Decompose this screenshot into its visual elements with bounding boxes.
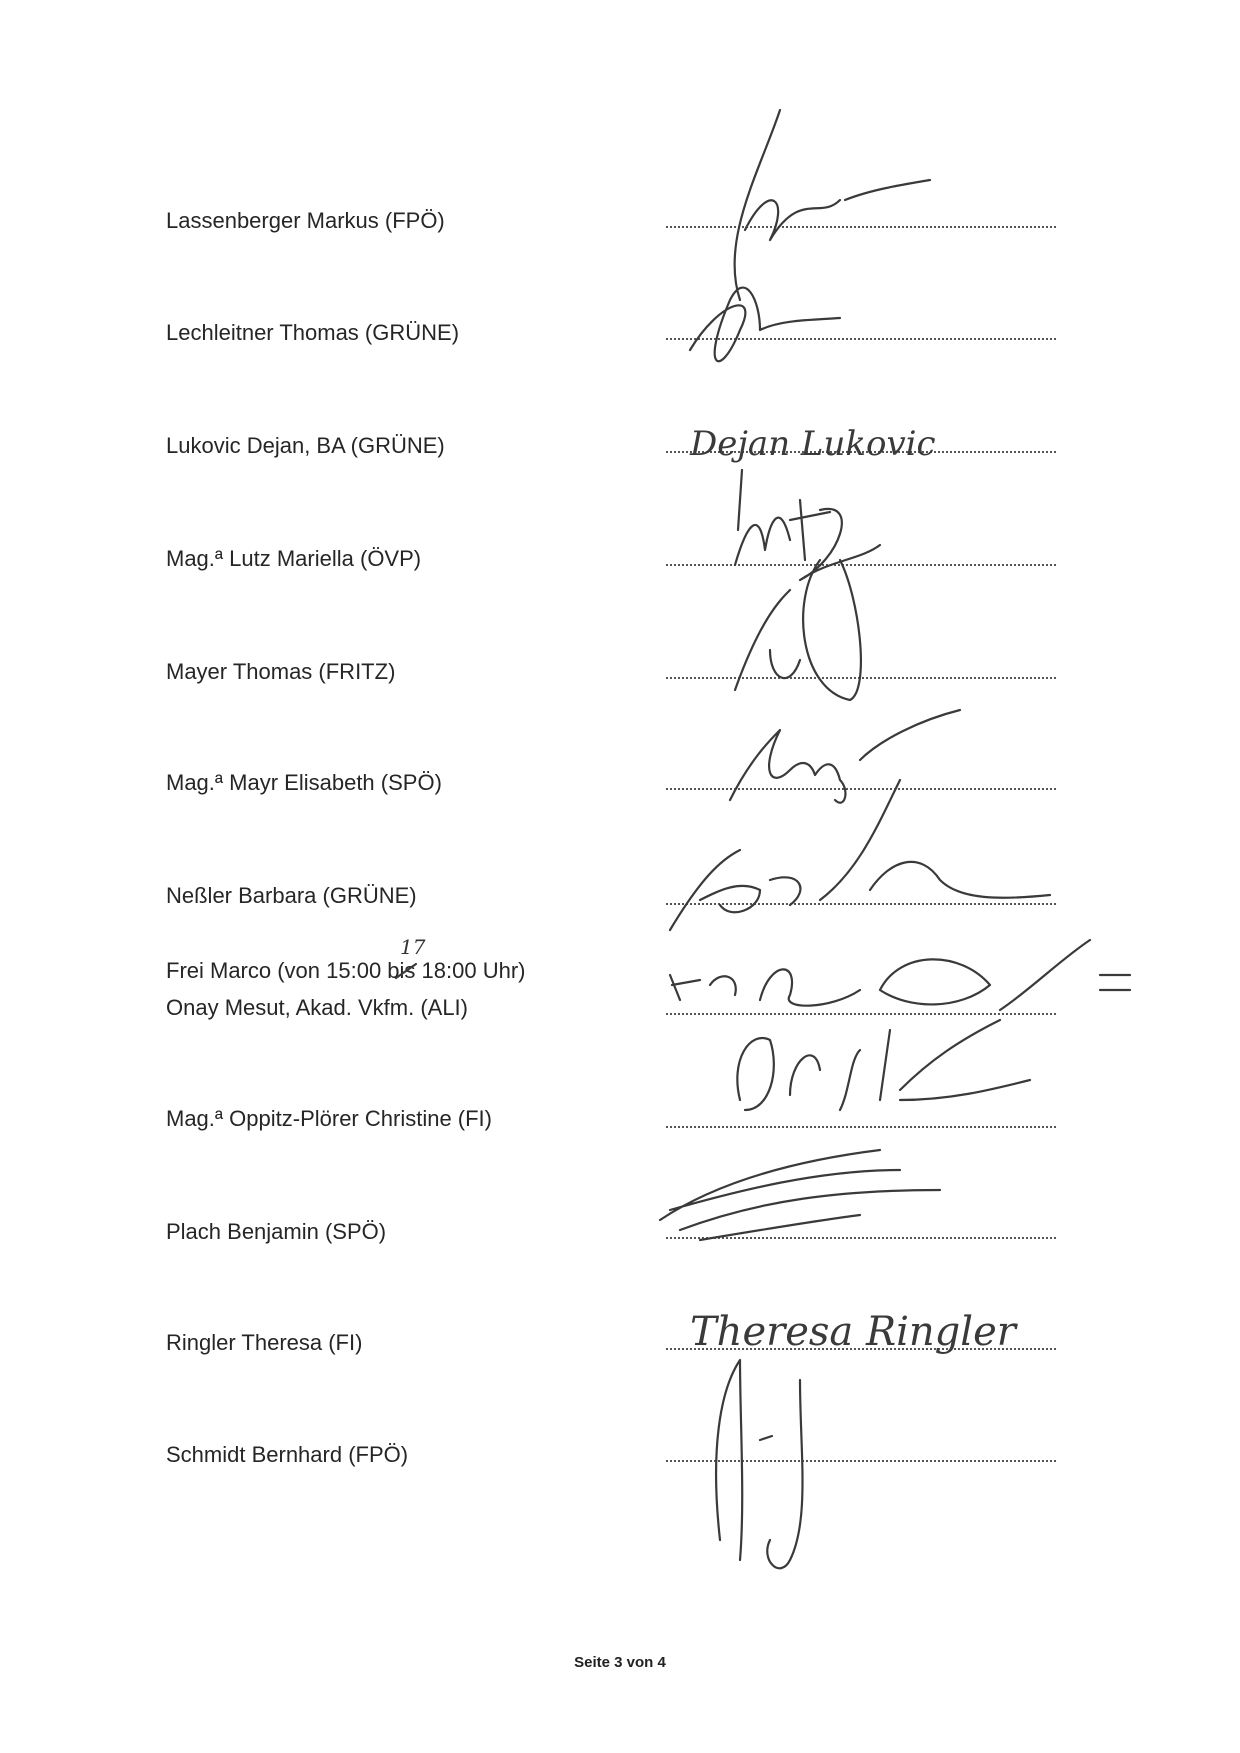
member-name: Onay Mesut, Akad. Vkfm. (ALI) bbox=[166, 995, 468, 1020]
signature-mayer bbox=[735, 560, 861, 700]
signature-line bbox=[666, 1348, 1056, 1350]
signature-line bbox=[666, 451, 1056, 453]
member-name: Mag.ª Lutz Mariella (ÖVP) bbox=[166, 546, 422, 571]
signature-plach bbox=[660, 1150, 940, 1240]
member-name: Lechleitner Thomas (GRÜNE) bbox=[166, 320, 460, 345]
signature-oppitz bbox=[737, 1020, 1030, 1110]
member-name: Mayer Thomas (FRITZ) bbox=[166, 659, 396, 684]
member-name: Frei Marco (von 15:00 bis 18:00 Uhr) bbox=[166, 958, 526, 983]
signature-nessler bbox=[670, 780, 1050, 930]
signature-line bbox=[666, 1460, 1056, 1462]
signature-ringler: Theresa Ringler bbox=[690, 1309, 1016, 1355]
signature-schmidt bbox=[716, 1360, 802, 1568]
signature-line bbox=[666, 338, 1056, 340]
member-name: Schmidt Bernhard (FPÖ) bbox=[166, 1442, 409, 1467]
member-name: Plach Benjamin (SPÖ) bbox=[166, 1219, 387, 1244]
handwritten-correction: 17 bbox=[400, 935, 426, 959]
signature-line bbox=[666, 788, 1056, 790]
signature-line bbox=[666, 677, 1056, 679]
member-name: Neßler Barbara (GRÜNE) bbox=[166, 883, 417, 908]
signature-lukovic: Dejan Lukovic bbox=[690, 424, 936, 464]
signature-lechleitner bbox=[690, 288, 840, 362]
signature-line bbox=[666, 1237, 1056, 1239]
member-name: Lassenberger Markus (FPÖ) bbox=[166, 208, 445, 233]
page-number: Seite 3 von 4 bbox=[574, 1654, 666, 1671]
signature-line bbox=[666, 564, 1056, 566]
member-name: Ringler Theresa (FI) bbox=[166, 1330, 363, 1355]
member-name: Mag.ª Oppitz-Plörer Christine (FI) bbox=[166, 1106, 492, 1131]
signature-line bbox=[666, 226, 1056, 228]
signature-line bbox=[666, 903, 1056, 905]
signature-line bbox=[666, 1013, 1056, 1015]
signature-frei bbox=[670, 940, 1130, 1010]
member-name: Mag.ª Mayr Elisabeth (SPÖ) bbox=[166, 770, 442, 795]
member-name: Lukovic Dejan, BA (GRÜNE) bbox=[166, 433, 445, 458]
signature-line bbox=[666, 1126, 1056, 1128]
signature-lassenberger bbox=[735, 110, 930, 300]
